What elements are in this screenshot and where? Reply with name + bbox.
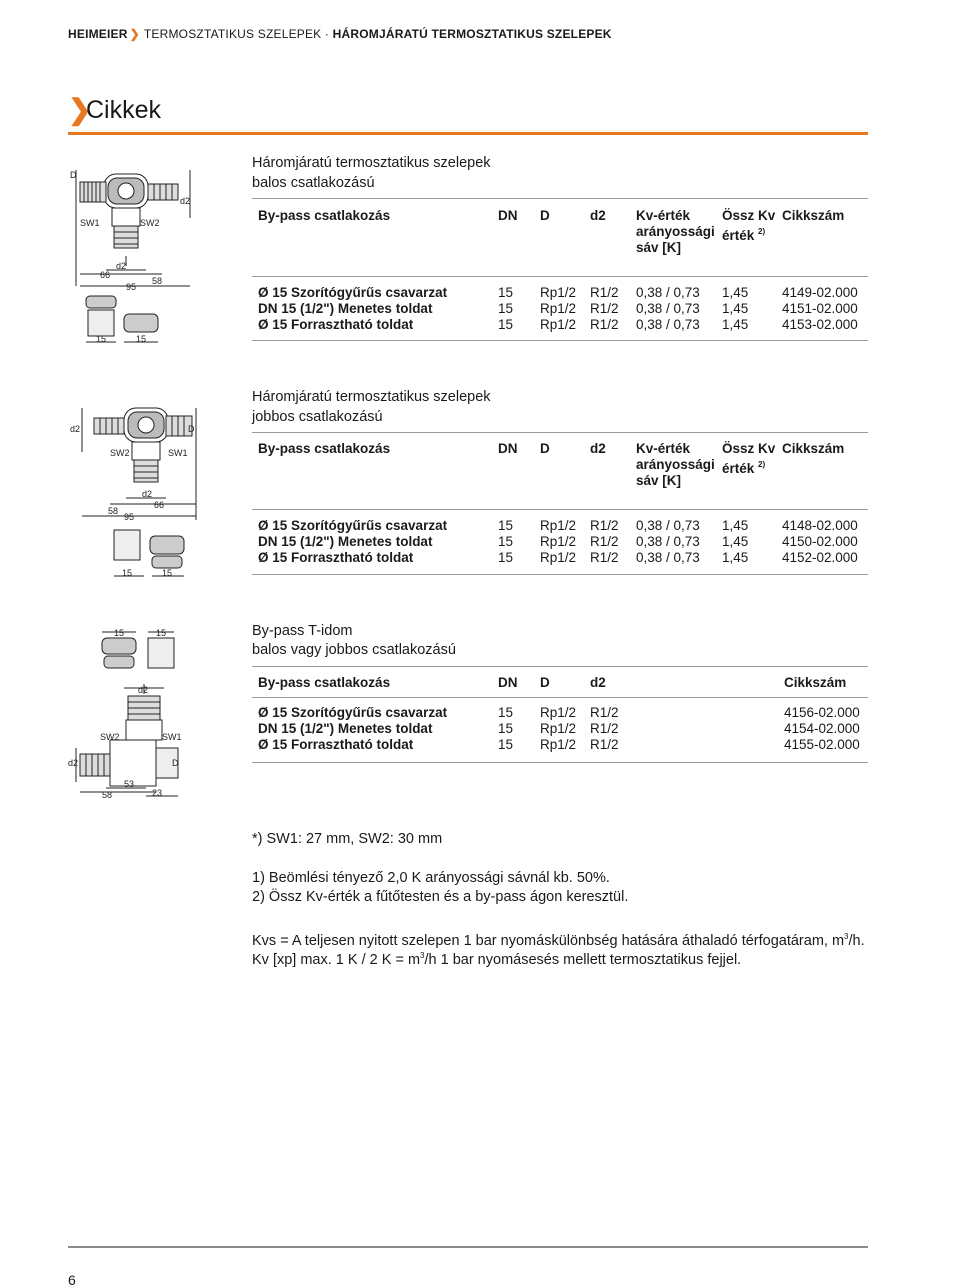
col-header-ossz-line1: Össz Kv [722,208,776,223]
row-d2: R1/2 [590,737,619,752]
dim-label-15b: 15 [156,628,167,638]
footnote-kvs: Kvs = A teljesen nyitott szelepen 1 bar nyomáskülönbség hatására áthaladó térfogatáram, $m^3/h$. [252,932,865,949]
row-d: Rp1/2 [540,317,577,332]
title-rule [68,132,868,135]
row-label: Ø 15 Szorítógyűrűs csavarzat [258,518,448,533]
dim-label-sw1: SW1 [168,448,188,458]
dim-label-sw1: SW1 [162,732,182,742]
dim-label-d2: d2 [68,758,79,768]
row-label: DN 15 (1/2") Menetes toldat [258,721,433,736]
col-header-d: D [540,675,550,690]
row-ossz: 1,45 [722,534,749,549]
row-d: Rp1/2 [540,534,577,549]
row-cikkszam: 4155-02.000 [784,737,860,752]
row-kv: 0,38 / 0,73 [636,534,700,549]
row-cikkszam: 4154-02.000 [784,721,860,736]
row-d: Rp1/2 [540,737,577,752]
col-header-d: D [540,441,550,456]
breadcrumb-category: TERMOSZTATIKUS SZELEPEK · [143,27,330,41]
col-header-kv-line2: arányossági [636,457,715,472]
row-label: Ø 15 Forrasztható toldat [258,550,414,565]
dim-label-d2: d2 [180,196,191,206]
row-dn: 15 [498,705,514,720]
page-title: Cikkek [86,96,162,124]
row-cikkszam: 4156-02.000 [784,705,860,720]
col-header-kv-line3: sáv [K] [636,240,682,255]
row-d: Rp1/2 [540,721,577,736]
row-dn: 15 [498,518,514,533]
row-cikkszam: 4149-02.000 [782,285,858,300]
col-header-kv-line2: arányossági [636,224,715,239]
dim-label-d2-lower: d2 [142,489,153,499]
table-header-divider [252,697,868,698]
brand-name: HEIMEIER [68,27,128,41]
row-label: Ø 15 Szorítógyűrűs csavarzat [258,705,448,720]
row-dn: 15 [498,550,514,565]
row-ossz: 1,45 [722,550,749,565]
section-subtitle: balos vagy jobbos csatlakozású [252,642,456,658]
section-subtitle: balos csatlakozású [252,175,375,191]
table-header-divider [252,276,868,277]
footnote-2: 2) Össz Kv-érték a fűtőtesten és a by-pass ágon keresztül. [252,889,629,905]
dim-label-95: 95 [124,512,135,522]
footnote-sw: *) SW1: 27 mm, SW2: 30 mm [252,831,443,847]
dim-label-15a: 15 [114,628,125,638]
col-header-dn: DN [498,208,518,223]
col-header-dn: DN [498,675,518,690]
dim-label-d2-lower: d2 [116,261,127,271]
section-title: Háromjáratú termosztatikus szelepek [252,155,491,171]
row-dn: 15 [498,737,514,752]
col-header-d2: d2 [590,208,606,223]
dim-label-sw1: SW1 [80,218,100,228]
col-header-cikkszam: Cikkszám [784,675,847,690]
dim-label-sw2: SW2 [140,218,160,228]
col-header-dn: DN [498,441,518,456]
col-header-kv-line3: sáv [K] [636,473,682,488]
section-divider [252,432,868,433]
dim-label-15b: 15 [162,568,173,578]
col-header-cikkszam: Cikkszám [782,441,845,456]
dim-label-53: 53 [124,779,135,789]
row-label: DN 15 (1/2") Menetes toldat [258,301,433,316]
dim-label-95: 95 [126,282,137,292]
chevron-right-icon: ❯ [129,27,140,41]
section-subtitle: jobbos csatlakozású [252,409,383,425]
row-dn: 15 [498,301,514,316]
row-label: Ø 15 Forrasztható toldat [258,737,414,752]
row-d2: R1/2 [590,285,619,300]
dim-label-d2: d2 [70,424,81,434]
dim-label-d2-top: d2 [138,685,149,695]
t-piece-drawing [66,624,246,804]
row-label: DN 15 (1/2") Menetes toldat [258,534,433,549]
dim-label-58: 58 [102,790,113,800]
row-d2: R1/2 [590,705,619,720]
row-dn: 15 [498,317,514,332]
row-kv: 0,38 / 0,73 [636,301,700,316]
row-d: Rp1/2 [540,285,577,300]
footnote-kv: Kv [xp] max. 1 K / 2 $K = m^3/h$ 1 bar nyomásesés mellett termosztatikus fejjel. [252,951,742,968]
col-header-ossz-line1: Össz Kv [722,441,776,456]
section-title: By-pass T-idom [252,623,353,639]
dim-label-15a: 15 [96,334,107,344]
row-d: Rp1/2 [540,705,577,720]
col-header-ossz-line2: érték $^{2)}$ [722,227,766,243]
row-kv: 0,38 / 0,73 [636,518,700,533]
col-header-kv-line1: Kv-érték [636,441,691,456]
dim-label-sw2: SW2 [110,448,130,458]
row-d: Rp1/2 [540,550,577,565]
dim-label-15b: 15 [136,334,147,344]
row-ossz: 1,45 [722,285,749,300]
valve-drawing-left [66,166,246,346]
row-cikkszam: 4148-02.000 [782,518,858,533]
table-bottom-divider [252,574,868,575]
row-d: Rp1/2 [540,518,577,533]
row-d2: R1/2 [590,301,619,316]
footnote-1: 1) Beömlési tényező 2,0 K arányossági sávnál kb. 50%. [252,870,610,886]
row-kv: 0,38 / 0,73 [636,285,700,300]
col-header-d2: d2 [590,441,606,456]
breadcrumb-current: HÁROMJÁRATÚ TERMOSZTATIKUS SZELEPEK [332,27,612,41]
col-header-bypass: By-pass csatlakozás [258,208,391,223]
row-d: Rp1/2 [540,301,577,316]
row-dn: 15 [498,285,514,300]
section-title: Háromjáratú termosztatikus szelepek [252,389,491,405]
col-header-bypass: By-pass csatlakozás [258,441,391,456]
col-header-cikkszam: Cikkszám [782,208,845,223]
row-dn: 15 [498,534,514,549]
dim-label-D: D [70,170,77,180]
dim-label-66: 66 [100,270,111,280]
dim-label-D: D [172,758,179,768]
row-d2: R1/2 [590,518,619,533]
dim-label-sw2: SW2 [100,732,120,742]
row-cikkszam: 4151-02.000 [782,301,858,316]
row-ossz: 1,45 [722,518,749,533]
dim-label-58: 58 [152,276,163,286]
valve-drawing-right [66,400,246,580]
row-cikkszam: 4153-02.000 [782,317,858,332]
col-header-kv-line1: Kv-érték [636,208,691,223]
row-d2: R1/2 [590,550,619,565]
footer-rule [68,1246,868,1248]
col-header-d2: d2 [590,675,606,690]
dim-label-66: 66 [154,500,165,510]
table-bottom-divider [252,762,868,763]
row-cikkszam: 4152-02.000 [782,550,858,565]
table-header-divider [252,509,868,510]
page-number: 6 [68,1272,76,1288]
row-label: Ø 15 Forrasztható toldat [258,317,414,332]
col-header-ossz-line2: érték $^{2)}$ [722,460,766,476]
section-divider [252,666,868,667]
dim-label-23: 23 [152,788,163,798]
table-bottom-divider [252,340,868,341]
section-divider [252,198,868,199]
chevron-right-icon: ❯ [68,94,92,125]
dim-label-D: D [188,424,195,434]
row-d2: R1/2 [590,721,619,736]
row-ossz: 1,45 [722,317,749,332]
row-d2: R1/2 [590,317,619,332]
col-header-bypass: By-pass csatlakozás [258,675,391,690]
breadcrumb [68,27,612,41]
dim-label-58: 58 [108,506,119,516]
row-kv: 0,38 / 0,73 [636,317,700,332]
row-label: Ø 15 Szorítógyűrűs csavarzat [258,285,448,300]
row-kv: 0,38 / 0,73 [636,550,700,565]
col-header-d: D [540,208,550,223]
row-cikkszam: 4150-02.000 [782,534,858,549]
row-d2: R1/2 [590,534,619,549]
row-ossz: 1,45 [722,301,749,316]
dim-label-15a: 15 [122,568,133,578]
row-dn: 15 [498,721,514,736]
